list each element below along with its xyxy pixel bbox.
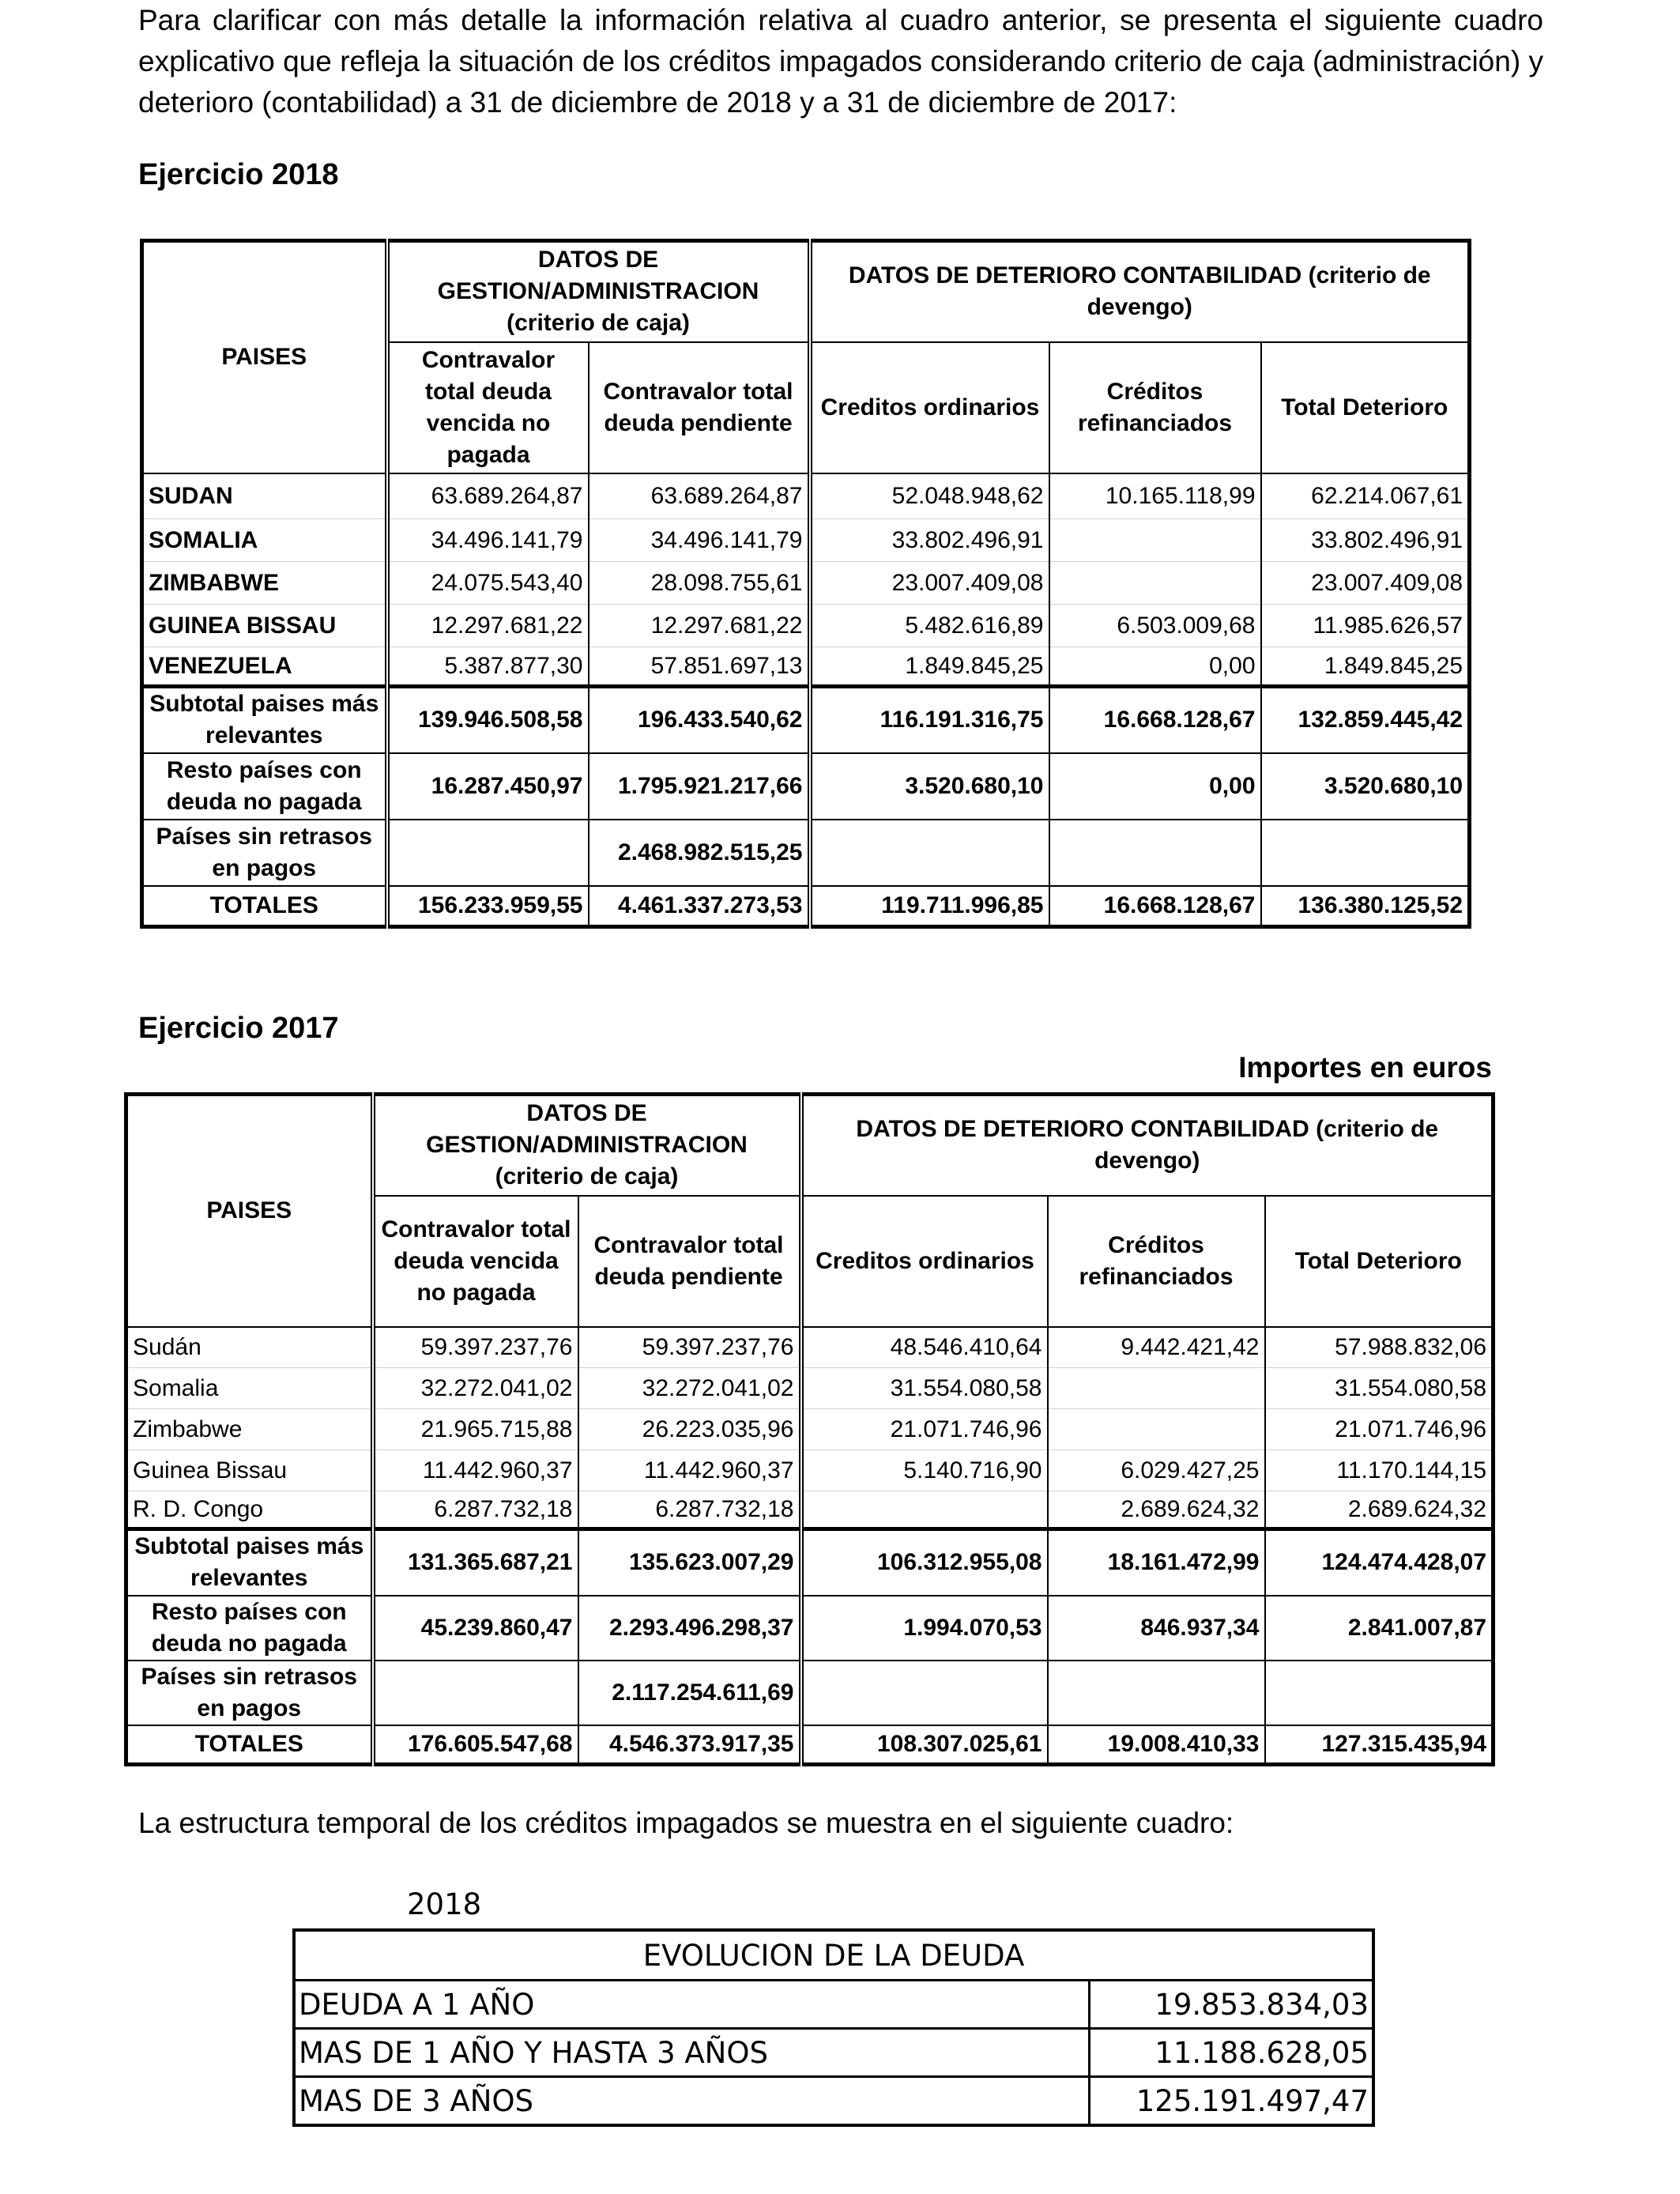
estructura-paragraph: La estructura temporal de los créditos impagados se muestra en el siguiente cuadro: bbox=[138, 1807, 1234, 1839]
totales-row: TOTALES 156.233.959,55 4.461.337.273,53 119.711.996,85 16.668.128,67 136.380.125,52 bbox=[142, 886, 1470, 927]
table-row: ZIMBABWE 24.075.543,40 28.098.755,61 23.007.409,08 23.007.409,08 bbox=[142, 562, 1470, 605]
header-deterioro: DATOS DE DETERIORO CONTABILIDAD (criterio de devengo) bbox=[810, 241, 1470, 342]
totales-row: TOTALES 176.605.547,68 4.546.373.917,35 108.307.025,61 19.008.410,33 127.315.435,94 bbox=[126, 1725, 1494, 1765]
table-row: DEUDA A 1 AÑO 19.853.834,03 bbox=[294, 1981, 1373, 2029]
table-row: MAS DE 1 AÑO Y HASTA 3 AÑOS 11.188.628,05 bbox=[294, 2029, 1373, 2077]
header-vencida: Contravalor total deuda vencida no pagada bbox=[387, 342, 589, 473]
evolucion-year: 2018 bbox=[407, 1887, 482, 1921]
section-title-2017: Ejercicio 2017 bbox=[138, 1012, 339, 1045]
table-row: GUINEA BISSAU 12.297.681,22 12.297.681,22 5.482.616,89 6.503.009,68 11.985.626,57 bbox=[142, 605, 1470, 647]
resto-row: Resto países con deuda no pagada 45.239.860,47 2.293.496.298,37 1.994.070,53 846.937,34 2.841.007,87 bbox=[126, 1596, 1494, 1661]
header-pendiente: Contravalor total deuda pendiente bbox=[578, 1196, 801, 1327]
header-gestion: DATOS DE GESTION/ADMINISTRACION (criterio de caja) bbox=[373, 1095, 801, 1196]
header-refinanciados: Créditos refinanciados bbox=[1049, 342, 1261, 473]
table-2017 bbox=[124, 1092, 1495, 1766]
table-row: Guinea Bissau 11.442.960,37 11.442.960,37 5.140.716,90 6.029.427,25 11.170.144,15 bbox=[126, 1450, 1494, 1491]
header-ordinarios: Creditos ordinarios bbox=[810, 342, 1049, 473]
section-title-2018: Ejercicio 2018 bbox=[138, 158, 339, 191]
subtotal-row: Subtotal paises más relevantes 139.946.508,58 196.433.540,62 116.191.316,75 16.668.128,67 132.859.445,42 bbox=[142, 687, 1470, 753]
units-label: Importes en euros bbox=[1238, 1051, 1492, 1084]
evolucion-table bbox=[292, 1928, 1375, 2127]
table-row: R. D. Congo 6.287.732,18 6.287.732,18 2.689.624,32 2.689.624,32 bbox=[126, 1491, 1494, 1529]
table-row: SUDAN 63.689.264,87 63.689.264,87 52.048.948,62 10.165.118,99 62.214.067,61 bbox=[142, 473, 1470, 519]
table-2018 bbox=[140, 239, 1471, 929]
intro-paragraph: Para clarificar con más detalle la información relativa al cuadro anterior, se presenta el siguiente cuadro explicativo que refleja la situación de los créditos impagados considerando criterio de caja (administración) y deterioro (contabilidad) a 31 de diciembre de 2018 y a 31 de diciembre de 2017: bbox=[138, 4, 1543, 119]
header-total: Total Deterioro bbox=[1261, 342, 1470, 473]
header-paises: PAISES bbox=[126, 1095, 373, 1327]
header-refinanciados: Créditos refinanciados bbox=[1048, 1196, 1265, 1327]
table-row: VENEZUELA 5.387.877,30 57.851.697,13 1.849.845,25 0,00 1.849.845,25 bbox=[142, 647, 1470, 687]
header-ordinarios: Creditos ordinarios bbox=[801, 1196, 1048, 1327]
evolucion-title: EVOLUCION DE LA DEUDA bbox=[294, 1930, 1373, 1981]
header-vencida: Contravalor total deuda vencida no pagada bbox=[373, 1196, 578, 1327]
header-pendiente: Contravalor total deuda pendiente bbox=[589, 342, 810, 473]
header-deterioro: DATOS DE DETERIORO CONTABILIDAD (criterio de devengo) bbox=[801, 1095, 1494, 1196]
table-row: Sudán 59.397.237,76 59.397.237,76 48.546.410,64 9.442.421,42 57.988.832,06 bbox=[126, 1327, 1494, 1368]
table-row: Zimbabwe 21.965.715,88 26.223.035,96 21.071.746,96 21.071.746,96 bbox=[126, 1409, 1494, 1450]
subtotal-row: Subtotal paises más relevantes 131.365.687,21 135.623.007,29 106.312.955,08 18.161.472,99 124.474.428,07 bbox=[126, 1529, 1494, 1596]
resto-row: Resto países con deuda no pagada 16.287.450,97 1.795.921.217,66 3.520.680,10 0,00 3.520.680,10 bbox=[142, 753, 1470, 820]
table-row: Somalia 32.272.041,02 32.272.041,02 31.554.080,58 31.554.080,58 bbox=[126, 1368, 1494, 1409]
sin-retrasos-row: Países sin retrasos en pagos 2.468.982.515,25 bbox=[142, 820, 1470, 886]
sin-retrasos-row: Países sin retrasos en pagos 2.117.254.611,69 bbox=[126, 1661, 1494, 1725]
table-row: SOMALIA 34.496.141,79 34.496.141,79 33.802.496,91 33.802.496,91 bbox=[142, 519, 1470, 562]
header-gestion: DATOS DE GESTION/ADMINISTRACION (criterio de caja) bbox=[387, 241, 810, 342]
table-row: MAS DE 3 AÑOS 125.191.497,47 bbox=[294, 2077, 1373, 2126]
header-total: Total Deterioro bbox=[1265, 1196, 1494, 1327]
header-paises: PAISES bbox=[142, 241, 387, 473]
